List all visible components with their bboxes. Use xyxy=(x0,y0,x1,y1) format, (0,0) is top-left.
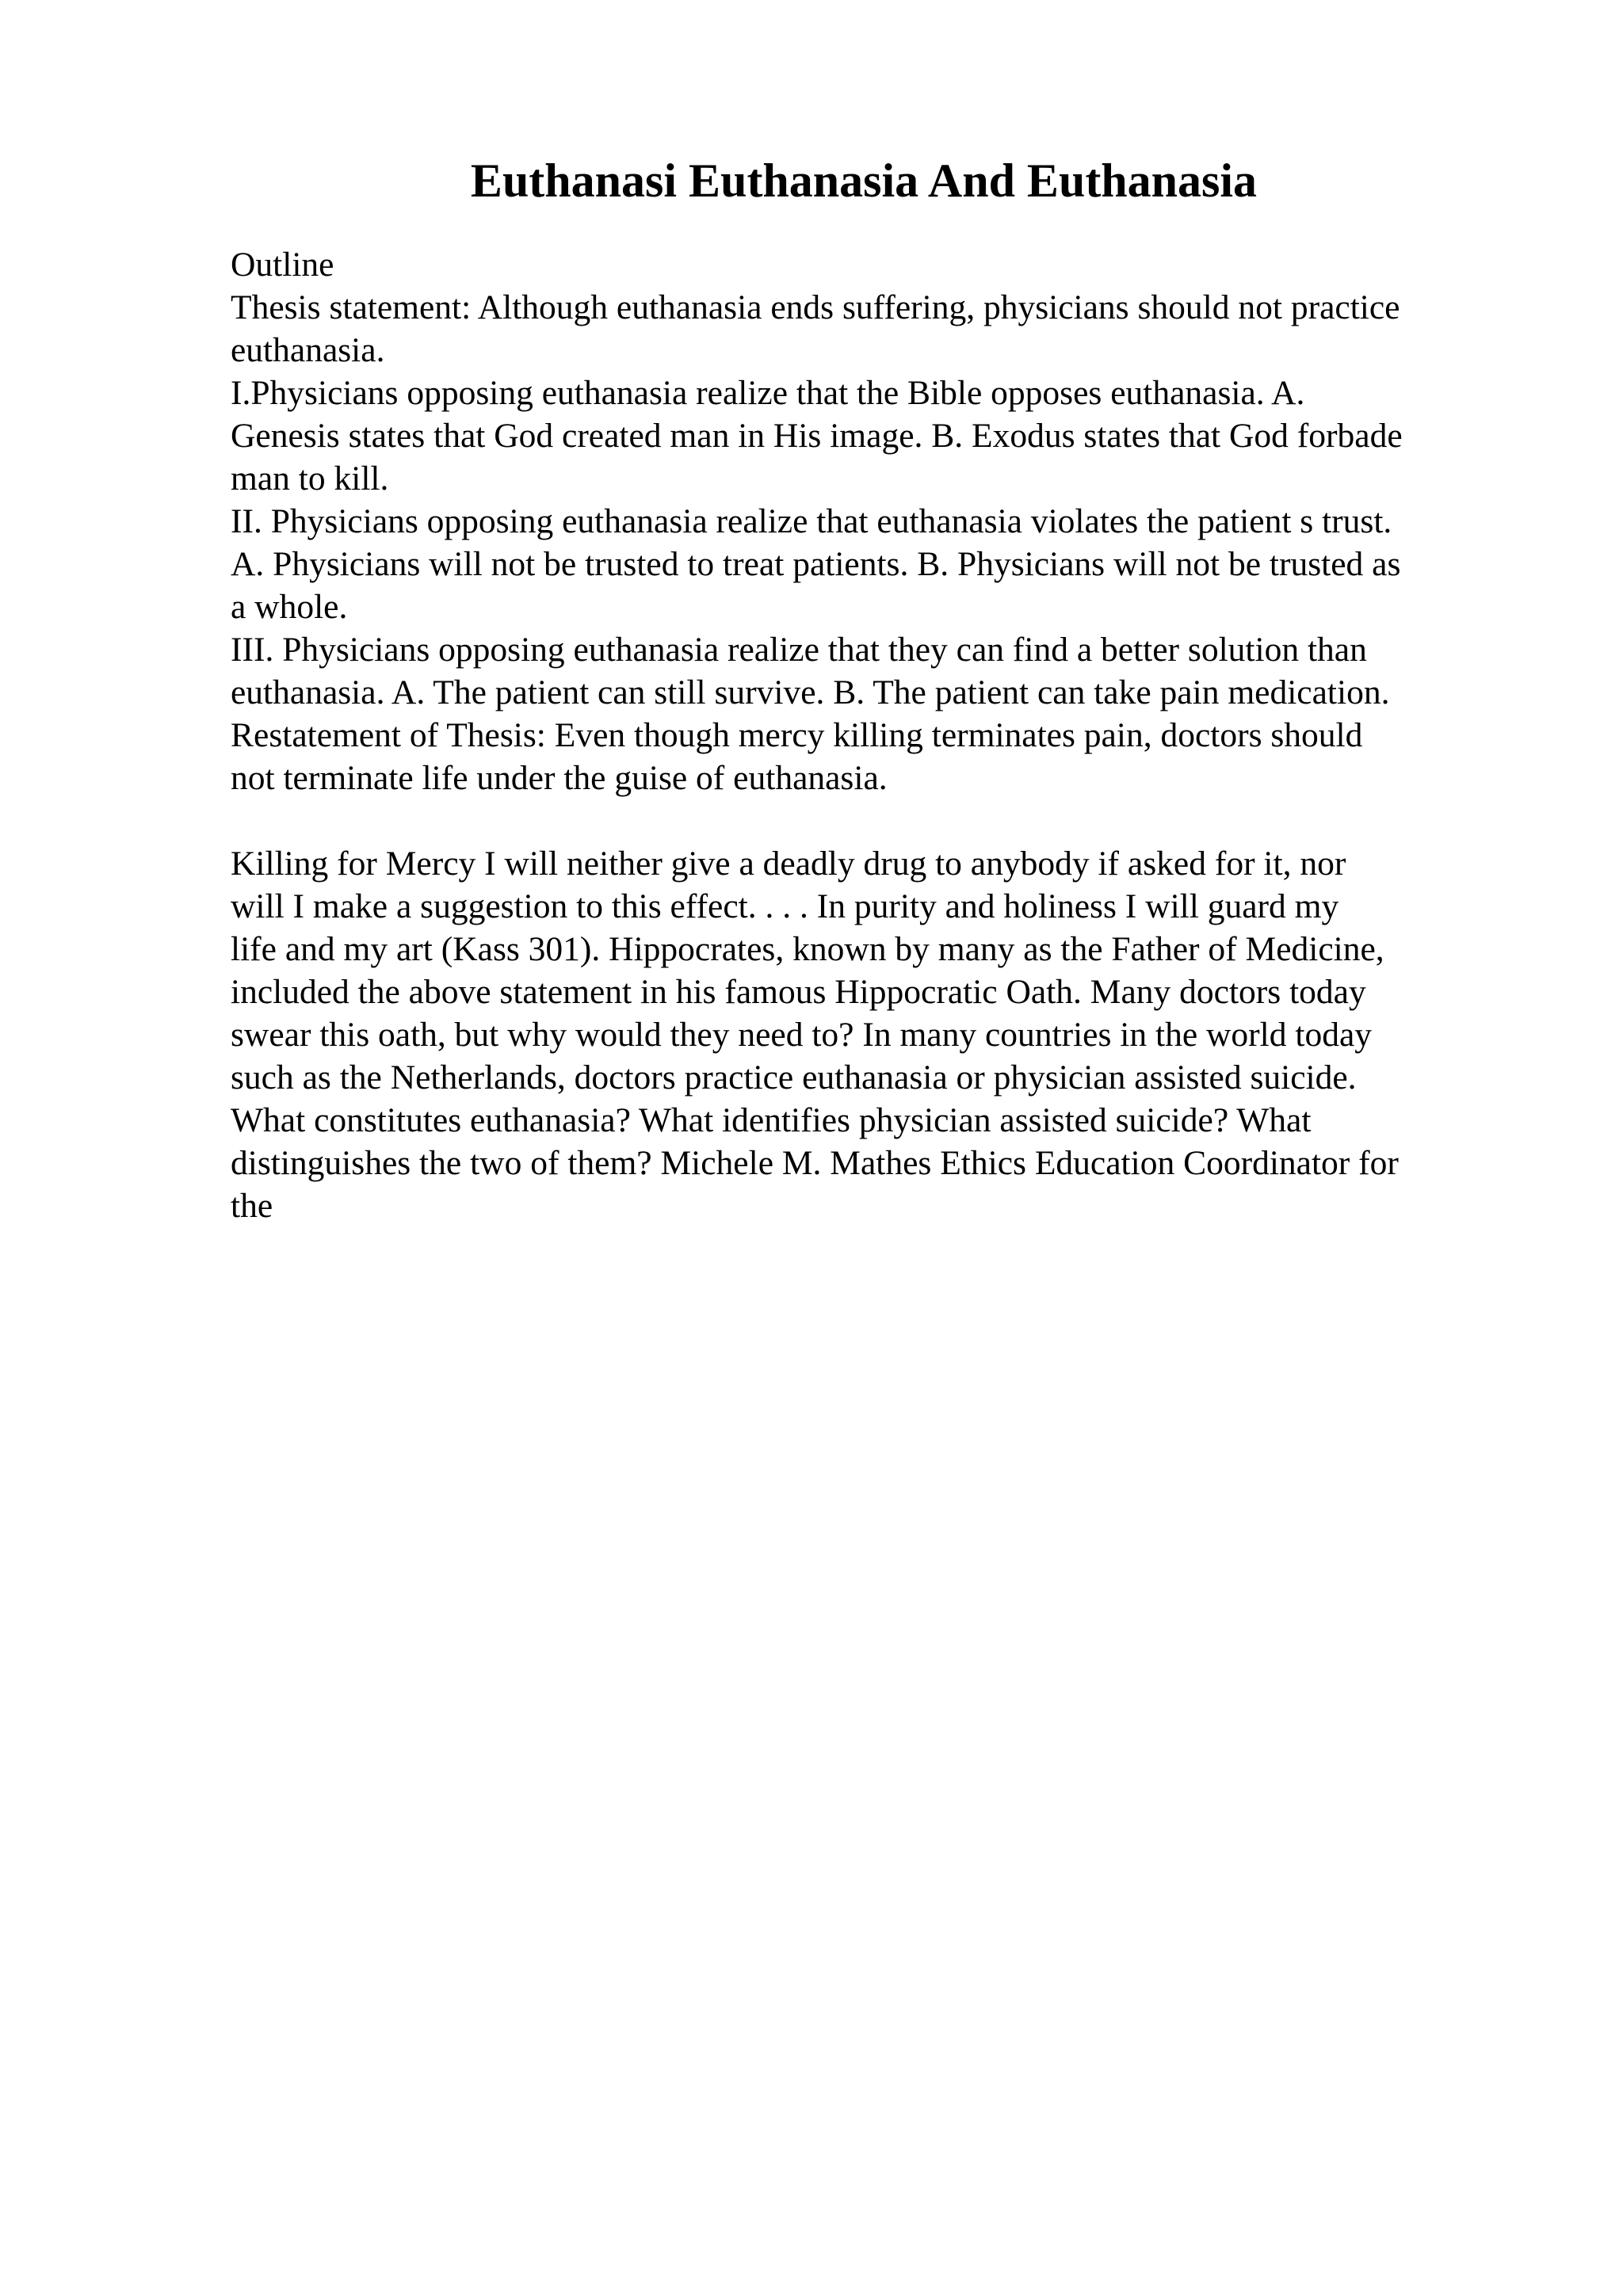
outline-line: A. Physicians will not be trusted to treat patients. B. Physicians will not be trusted as xyxy=(231,545,1401,583)
outline-line: a whole. xyxy=(231,588,348,626)
outline-line: III. Physicians opposing euthanasia realize that they can find a better solution than xyxy=(231,631,1367,669)
outline-line: Genesis states that God created man in His image. B. Exodus states that God forbade xyxy=(231,417,1403,455)
outline-line: II. Physicians opposing euthanasia realize that euthanasia violates the patient s trust. xyxy=(231,502,1392,540)
outline-section xyxy=(231,243,1499,799)
body-line: included the above statement in his famous Hippocratic Oath. Many doctors today xyxy=(231,973,1366,1011)
body-line: swear this oath, but why would they need to? In many countries in the world today xyxy=(231,1016,1373,1054)
outline-line: I.Physicians opposing euthanasia realize that the Bible opposes euthanasia. A. xyxy=(231,374,1305,412)
document-title: Euthanasi Euthanasia And Euthanasia xyxy=(470,154,1258,207)
body-line: What constitutes euthanasia? What identifies physician assisted suicide? What xyxy=(231,1101,1312,1139)
document-content xyxy=(231,243,1499,1227)
outline-line: euthanasia. A. The patient can still survive. B. The patient can take pain medication. xyxy=(231,673,1390,711)
body-line: life and my art (Kass 301). Hippocrates, known by many as the Father of Medicine, xyxy=(231,930,1384,968)
body-line: will I make a suggestion to this effect. . . . In purity and holiness I will guard my xyxy=(231,887,1339,925)
body-line: Killing for Mercy I will neither give a deadly drug to anybody if asked for it, nor xyxy=(231,845,1346,883)
outline-line: Restatement of Thesis: Even though mercy killing terminates pain, doctors should xyxy=(231,716,1363,754)
paragraph-gap xyxy=(231,799,1499,842)
body-paragraph xyxy=(231,842,1499,1227)
body-line: the xyxy=(231,1187,273,1225)
body-line: distinguishes the two of them? Michele M. Mathes Ethics Education Coordinator for xyxy=(231,1144,1399,1182)
outline-line: Thesis statement: Although euthanasia ends suffering, physicians should not practice xyxy=(231,288,1400,326)
outline-line: man to kill. xyxy=(231,460,389,498)
outline-heading: Outline xyxy=(231,246,334,284)
outline-line: not terminate life under the guise of euthanasia. xyxy=(231,759,888,797)
body-line: such as the Netherlands, doctors practice euthanasia or physician assisted suicide. xyxy=(231,1058,1357,1097)
outline-line: euthanasia. xyxy=(231,331,385,369)
